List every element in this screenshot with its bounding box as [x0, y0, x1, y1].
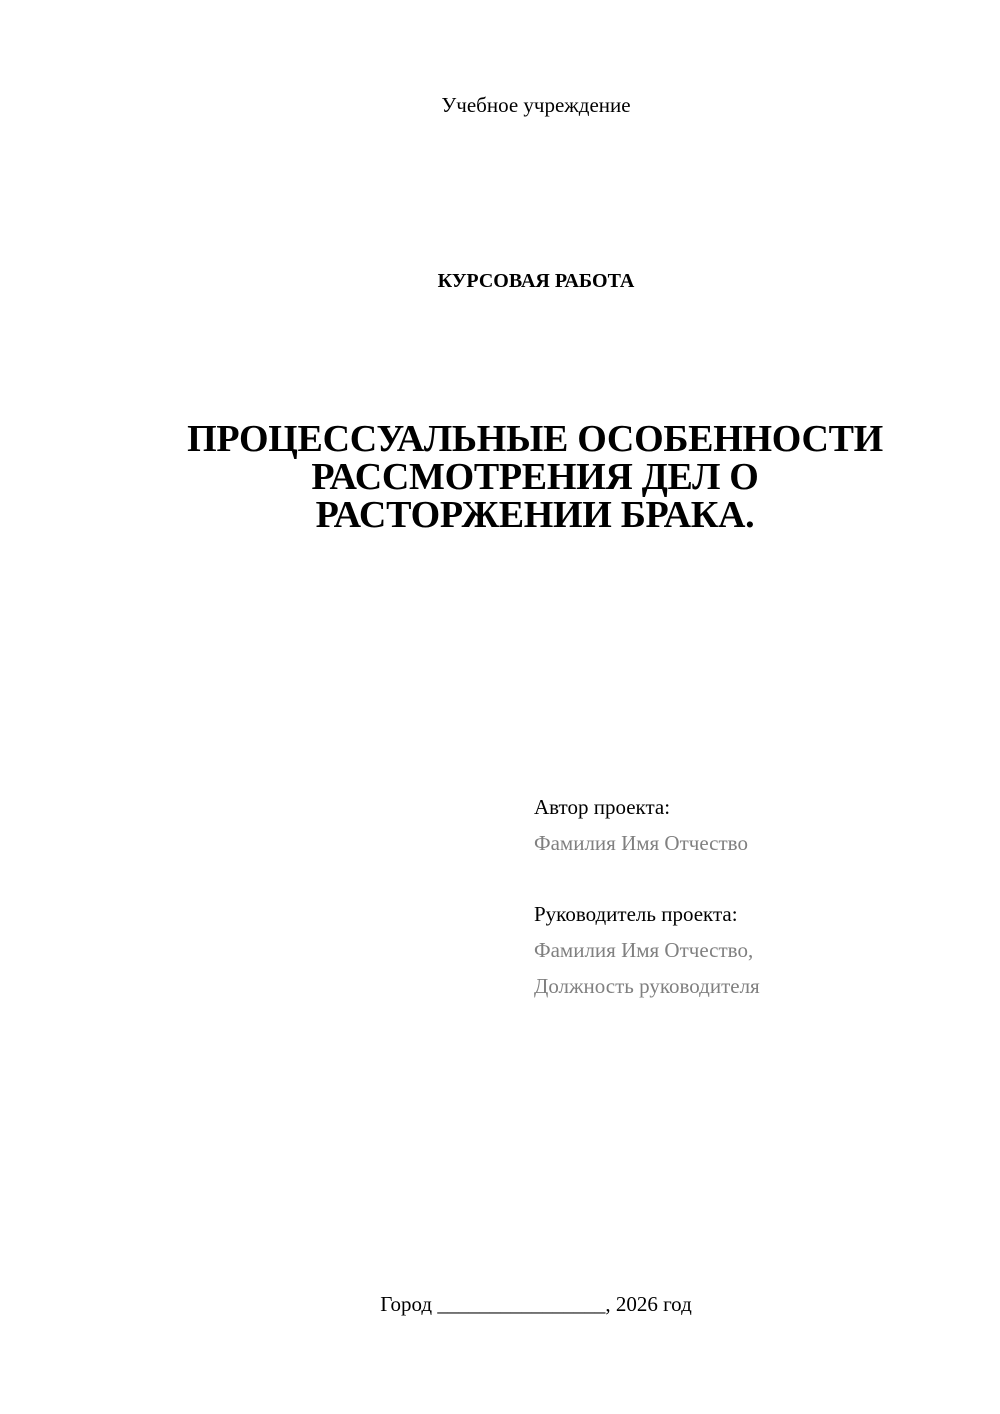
work-type-heading: КУРСОВАЯ РАБОТА	[437, 270, 635, 292]
project-info-block	[534, 789, 760, 1004]
supervisor-position: Должность руководителя	[534, 974, 760, 998]
author-label: Автор проекта:	[534, 795, 671, 819]
supervisor-name: Фамилия Имя Отчество,	[534, 938, 754, 962]
author-name: Фамилия Имя Отчество	[534, 831, 748, 855]
institution-name: Учебное учреждение	[441, 93, 631, 117]
title-line-3: РАСТОРЖЕНИИ БРАКА.	[315, 494, 755, 536]
document-title	[170, 420, 900, 534]
title-line-2: РАССМОТРЕНИЯ ДЕЛ О	[311, 456, 759, 498]
spacer	[534, 861, 760, 896]
title-line-1: ПРОЦЕССУАЛЬНЫЕ ОСОБЕННОСТИ	[187, 418, 883, 460]
supervisor-label: Руководитель проекта:	[534, 902, 738, 926]
city-year-footer: Город ________________, 2026 год	[380, 1292, 692, 1316]
